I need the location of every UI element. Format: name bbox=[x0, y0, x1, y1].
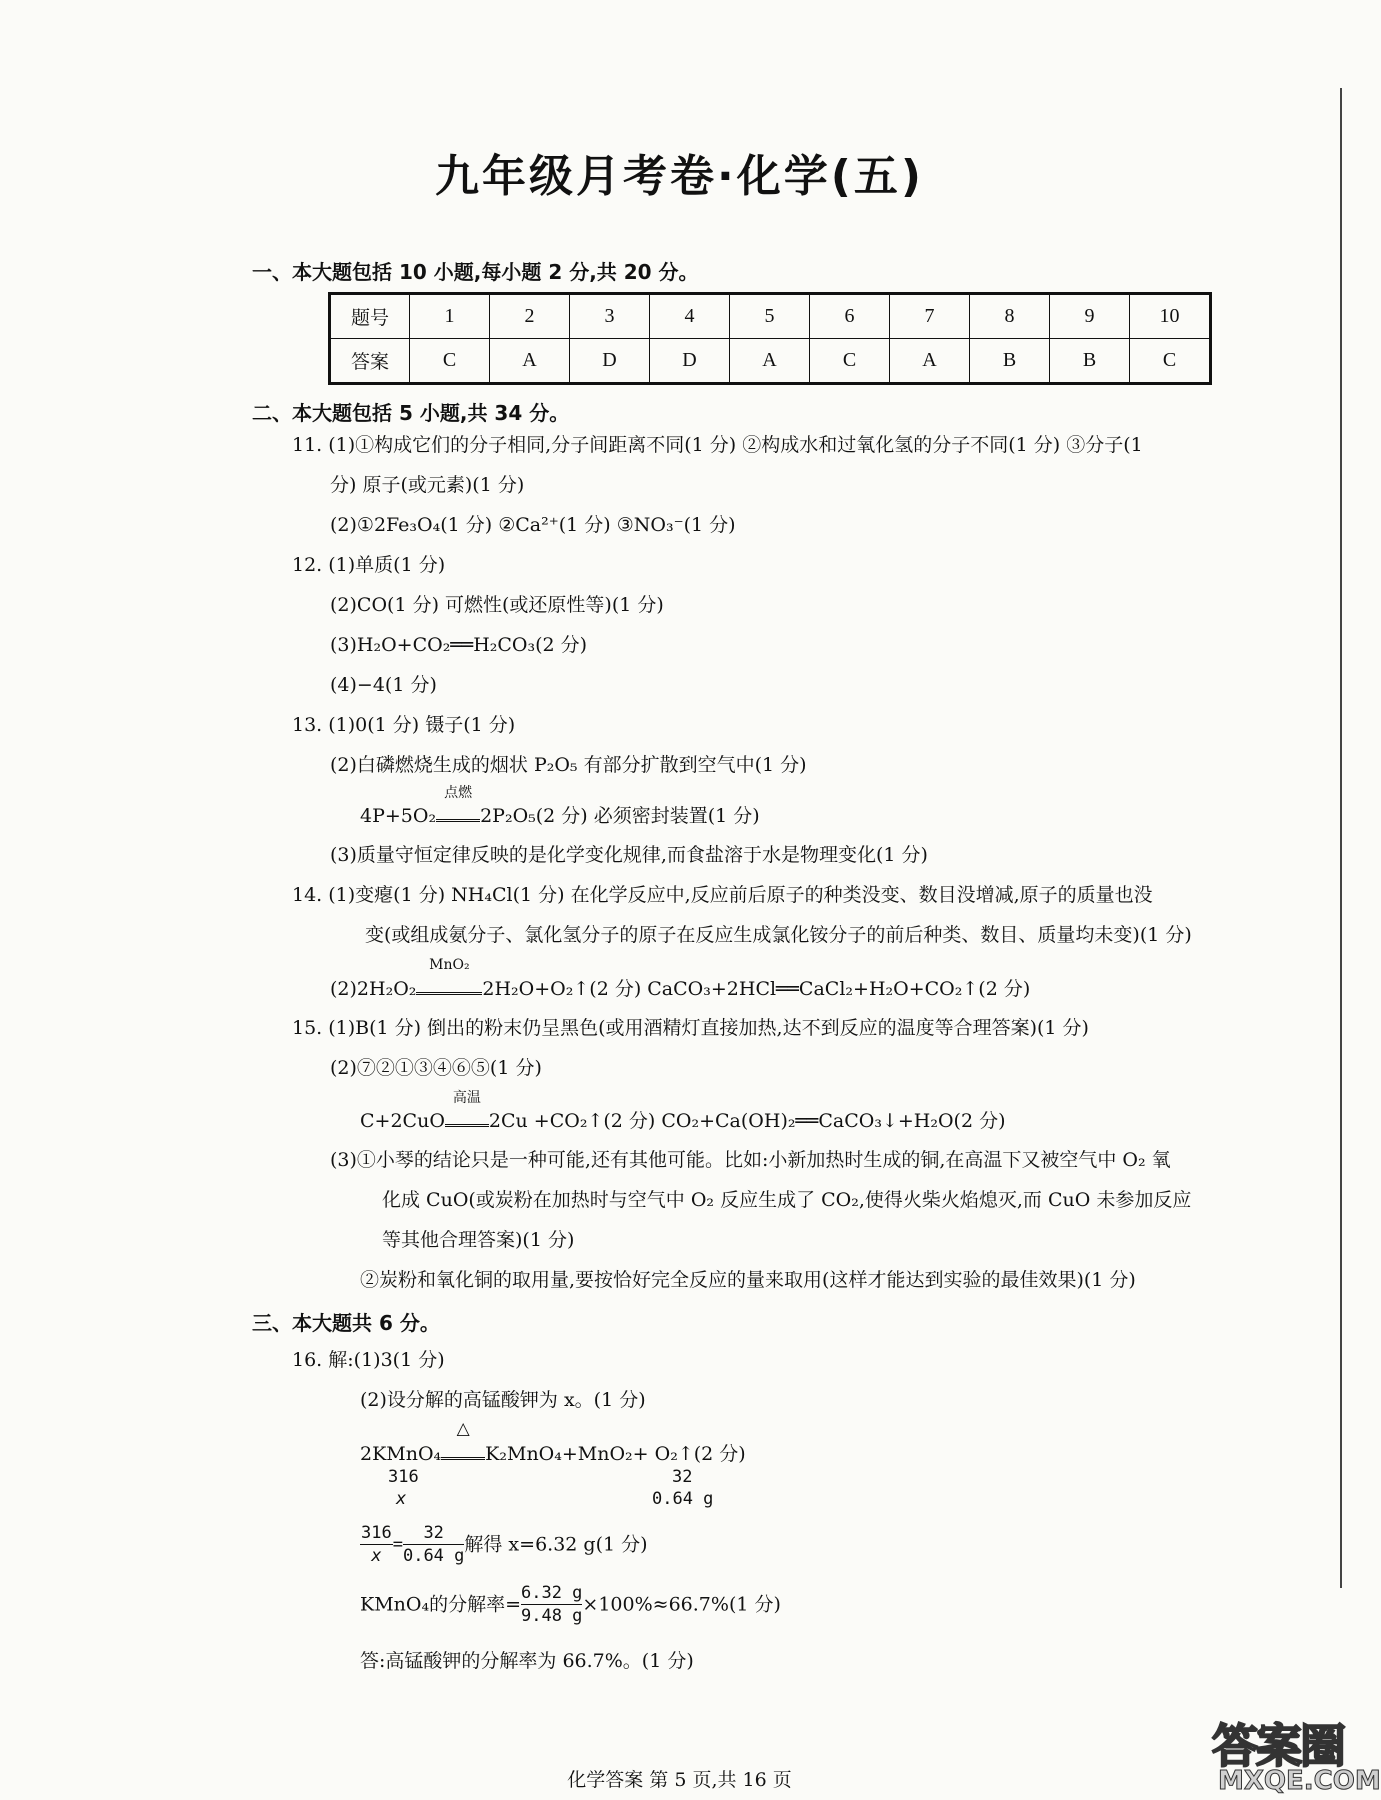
answer-line: 变(或组成氨分子、氯化氢分子的原子在反应生成氯化铵分子的前后种类、数目、质量均未变)(1 分) bbox=[365, 924, 1192, 946]
rate-fraction bbox=[521, 1582, 582, 1627]
answer-line: 13. (1)0(1 分) 镊子(1 分) bbox=[292, 714, 516, 736]
equation-right: K₂MnO₄+MnO₂+ O₂↑(2 分) bbox=[485, 1443, 746, 1465]
answer-line: 11. (1)①构成它们的分子相同,分子间距离不同(1 分) ②构成水和过氧化氢的分子不同(1 分) ③分子(1 bbox=[292, 434, 1143, 456]
answer-cell: D bbox=[650, 339, 730, 384]
question-number: 10 bbox=[1130, 294, 1211, 339]
answer-line: (2)CO(1 分) 可燃性(或还原性等)(1 分) bbox=[330, 594, 664, 616]
reaction-arrow bbox=[416, 957, 482, 995]
answer-cell: D bbox=[570, 339, 650, 384]
section3-heading: 三、本大题共 6 分。 bbox=[252, 1311, 440, 1335]
row-label-answer: 答案 bbox=[330, 339, 410, 384]
question-number: 7 bbox=[890, 294, 970, 339]
molar-mass-kmno4: 316 bbox=[388, 1467, 419, 1487]
rate-denominator: 9.48 g bbox=[521, 1606, 583, 1626]
equation-q15 bbox=[360, 1090, 1006, 1134]
equation-right: 2Cu +CO₂↑(2 分) CO₂+Ca(OH)₂══CaCO₃↓+H₂O(2 分) bbox=[488, 1110, 1006, 1132]
equation-q16 bbox=[360, 1419, 746, 1467]
unknown-mass-x: x bbox=[396, 1489, 407, 1509]
equation-left: (2)2H₂O₂ bbox=[330, 978, 417, 1000]
solve-text: 解得 x=6.32 g(1 分) bbox=[464, 1533, 648, 1556]
equation-left: 2KMnO₄ bbox=[360, 1443, 442, 1465]
question-number: 9 bbox=[1050, 294, 1130, 339]
answer-cell: C bbox=[1130, 339, 1211, 384]
answer-line: 16. 解:(1)3(1 分) bbox=[292, 1349, 445, 1371]
question-number: 1 bbox=[410, 294, 490, 339]
fraction-denominator: x bbox=[371, 1546, 382, 1566]
page-footer: 化学答案 第 5 页,共 16 页 bbox=[567, 1769, 792, 1791]
fraction-numerator: 316 bbox=[361, 1523, 392, 1543]
rate-numerator: 6.32 g bbox=[521, 1583, 583, 1603]
question-number: 4 bbox=[650, 294, 730, 339]
answer-line: 12. (1)单质(1 分) bbox=[292, 554, 446, 576]
answer-cell: B bbox=[970, 339, 1050, 384]
answer-cell: B bbox=[1050, 339, 1130, 384]
reaction-arrow bbox=[436, 785, 480, 822]
answer-line: (3)质量守恒定律反映的是化学变化规律,而食盐溶于水是物理变化(1 分) bbox=[330, 844, 928, 866]
equation-right: 2H₂O+O₂↑(2 分) CaCO₃+2HCl══CaCl₂+H₂O+CO₂↑(2 分) bbox=[482, 978, 1031, 1000]
reaction-condition: 高温 bbox=[452, 1090, 481, 1106]
heat-condition: △ bbox=[456, 1419, 470, 1439]
reaction-arrow bbox=[445, 1090, 489, 1127]
reaction-arrow bbox=[441, 1419, 485, 1460]
question-number: 6 bbox=[810, 294, 890, 339]
question-number: 2 bbox=[490, 294, 570, 339]
page-title: 九年级月考卷·化学(五) bbox=[435, 151, 924, 202]
rate-label: KMnO₄的分解率= bbox=[360, 1593, 521, 1616]
equation-q14 bbox=[330, 957, 1031, 1002]
answer-line: 分) 原子(或元素)(1 分) bbox=[330, 474, 525, 496]
answer-table-number-row bbox=[330, 294, 1211, 339]
rate-result: ×100%≈66.7%(1 分) bbox=[582, 1593, 781, 1616]
answer-line: 等其他合理答案)(1 分) bbox=[382, 1229, 575, 1251]
answer-line: (4)−4(1 分) bbox=[330, 674, 437, 696]
answer-line: 14. (1)变瘪(1 分) NH₄Cl(1 分) 在化学反应中,反应前后原子的种类没变、数目没增减,原子的质量也没 bbox=[292, 884, 1153, 906]
answer-cell: A bbox=[890, 339, 970, 384]
section1-heading: 一、本大题包括 10 小题,每小题 2 分,共 20 分。 bbox=[252, 260, 699, 284]
answer-cell: C bbox=[810, 339, 890, 384]
answer-line: (2)①2Fe₃O₄(1 分) ②Ca²⁺(1 分) ③NO₃⁻(1 分) bbox=[330, 514, 736, 536]
final-answer: 答:高锰酸钾的分解率为 66.7%。(1 分) bbox=[360, 1650, 694, 1672]
answer-line: (3)H₂O+CO₂══H₂CO₃(2 分) bbox=[330, 634, 588, 656]
watermark-url: MXQE.COM bbox=[1218, 1766, 1381, 1796]
equation-right: 2P₂O₅(2 分) 必须密封装置(1 分) bbox=[480, 805, 760, 827]
proportion-equation: $\frac{316}{x}$ = $\frac{32}{0.64 g}$ 解得 x=6.32 g(1 分) bbox=[361, 1523, 648, 1566]
reaction-condition: 点燃 bbox=[444, 785, 473, 801]
answer-table bbox=[328, 292, 1212, 385]
reaction-condition: MnO₂ bbox=[429, 957, 470, 973]
answer-line: (3)①小琴的结论只是一种可能,还有其他可能。比如:小新加热时生成的铜,在高温下又被空气中 O₂ 氧 bbox=[330, 1149, 1171, 1171]
answer-cell: A bbox=[730, 339, 810, 384]
decomposition-rate bbox=[360, 1582, 781, 1627]
equation-q13 bbox=[360, 785, 760, 829]
equation-left: C+2CuO bbox=[360, 1110, 445, 1132]
answer-table-answer-row bbox=[330, 339, 1211, 384]
fraction-right bbox=[403, 1522, 464, 1567]
answer-cell: A bbox=[490, 339, 570, 384]
answer-line: 化成 CuO(或炭粉在加热时与空气中 O₂ 反应生成了 CO₂,使得火柴火焰熄灭,而 CuO 未参加反应 bbox=[382, 1189, 1192, 1211]
fraction-denominator: 0.64 g bbox=[402, 1546, 465, 1566]
watermark-logo bbox=[1212, 1710, 1381, 1798]
answer-line: ②炭粉和氧化铜的取用量,要按恰好完全反应的量来取用(这样才能达到实验的最佳效果)(1 分) bbox=[360, 1269, 1136, 1291]
row-label-number: 题号 bbox=[330, 294, 410, 339]
answer-line: (2)设分解的高锰酸钾为 x。(1 分) bbox=[360, 1389, 646, 1411]
molar-mass-o2: 32 bbox=[672, 1467, 693, 1487]
equation-left: 4P+5O₂ bbox=[360, 805, 437, 827]
section2-heading: 二、本大题包括 5 小题,共 34 分。 bbox=[252, 401, 570, 425]
page-edge-line bbox=[1340, 88, 1342, 1588]
question-number: 5 bbox=[730, 294, 810, 339]
watermark-text: 答案圈 bbox=[1212, 1719, 1344, 1773]
fraction-left bbox=[360, 1522, 393, 1567]
answer-line: (2)⑦②①③④⑥⑤(1 分) bbox=[330, 1057, 542, 1079]
answer-cell: C bbox=[410, 339, 490, 384]
question-number: 8 bbox=[970, 294, 1050, 339]
answer-line: (2)白磷燃烧生成的烟状 P₂O₅ 有部分扩散到空气中(1 分) bbox=[330, 754, 807, 776]
fraction-numerator: 32 bbox=[403, 1522, 464, 1545]
mass-o2: 0.64 g bbox=[652, 1489, 714, 1509]
answer-line: 15. (1)B(1 分) 倒出的粉末仍呈黑色(或用酒精灯直接加热,达不到反应的温度等合理答案)(1 分) bbox=[292, 1017, 1089, 1039]
question-number: 3 bbox=[570, 294, 650, 339]
